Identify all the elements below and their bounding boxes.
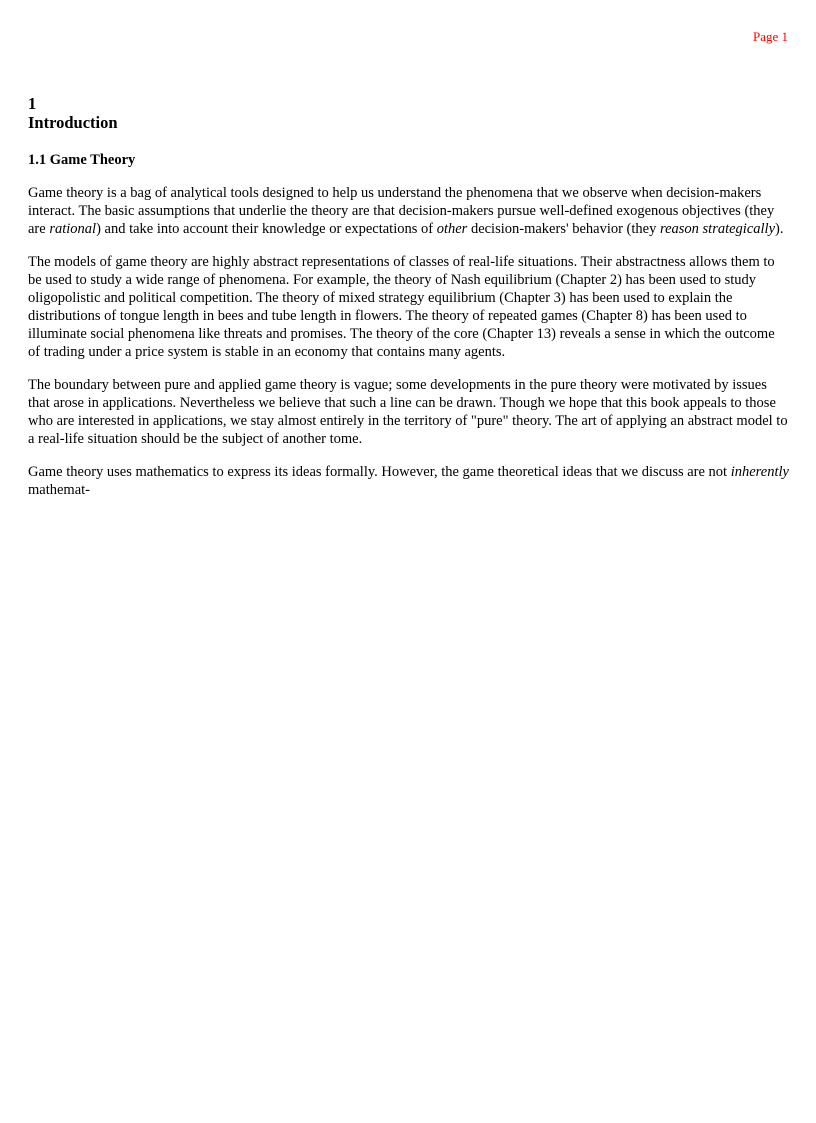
paragraph-1-text-c: ) and take into account their knowledge or expectations of bbox=[96, 221, 437, 237]
document-body bbox=[28, 94, 790, 499]
paragraph-4-text-a: Game theory uses mathematics to express its ideas formally. However, the game theoretical ideas that we discuss are not bbox=[28, 464, 731, 480]
page-number: Page 1 bbox=[752, 29, 788, 44]
paragraph-2: The models of game theory are highly abstract representations of classes of real-life situations. Their abstractness allows them to be used to study a wide range of phenomena. For example, the theory of Nash equilibrium (Chapter 2) has been used to study oligopolistic and political competition. The theory of mixed strategy equilibrium (Chapter 3) has been used to explain the distributions of tongue length in bees and tube length in flowers. The theory of repeated games (Chapter 8) has been used to illuminate social phenomena like threats and promises. The theory of the core (Chapter 13) reveals a sense in which the outcome of trading under a price system is stable in an economy that contains many agents. bbox=[28, 254, 775, 360]
paragraph-4 bbox=[28, 463, 790, 499]
paragraph-1-italic-other: other bbox=[436, 221, 468, 237]
chapter-number: 1 bbox=[28, 94, 37, 113]
paragraph-4-italic-inherently: inherently bbox=[730, 464, 789, 480]
chapter-title: Introduction bbox=[28, 113, 118, 132]
paragraph-1-text-a: Game theory is a bag of analytical tools designed to help us understand the phenomena that we observe when decision-makers interact. The basic assumptions that underlie the theory are that decision-makers pursue well-defined exogenous objectives (they are bbox=[28, 185, 775, 237]
paragraph-1-italic-reason: reason strategically bbox=[659, 221, 776, 237]
section-title: 1.1 Game Theory bbox=[28, 152, 136, 168]
paragraph-3: The boundary between pure and applied game theory is vague; some developments in the pure theory were motivated by issues that arose in applications. Nevertheless we believe that such a line can be drawn. Though we hope that this book appeals to those who are interested in applications, we stay almost entirely in the territory of "pure" theory. The art of applying an abstract model to a real-life situation should be the subject of another tome. bbox=[28, 377, 788, 447]
paragraph-1 bbox=[28, 184, 790, 238]
paragraph-1-italic-rational: rational bbox=[49, 221, 97, 237]
paragraph-4-text-c: mathemat- bbox=[28, 482, 91, 498]
paragraph-1-text-e: decision-makers' behavior (they bbox=[467, 221, 660, 237]
paragraph-1-text-g: ). bbox=[775, 221, 784, 237]
